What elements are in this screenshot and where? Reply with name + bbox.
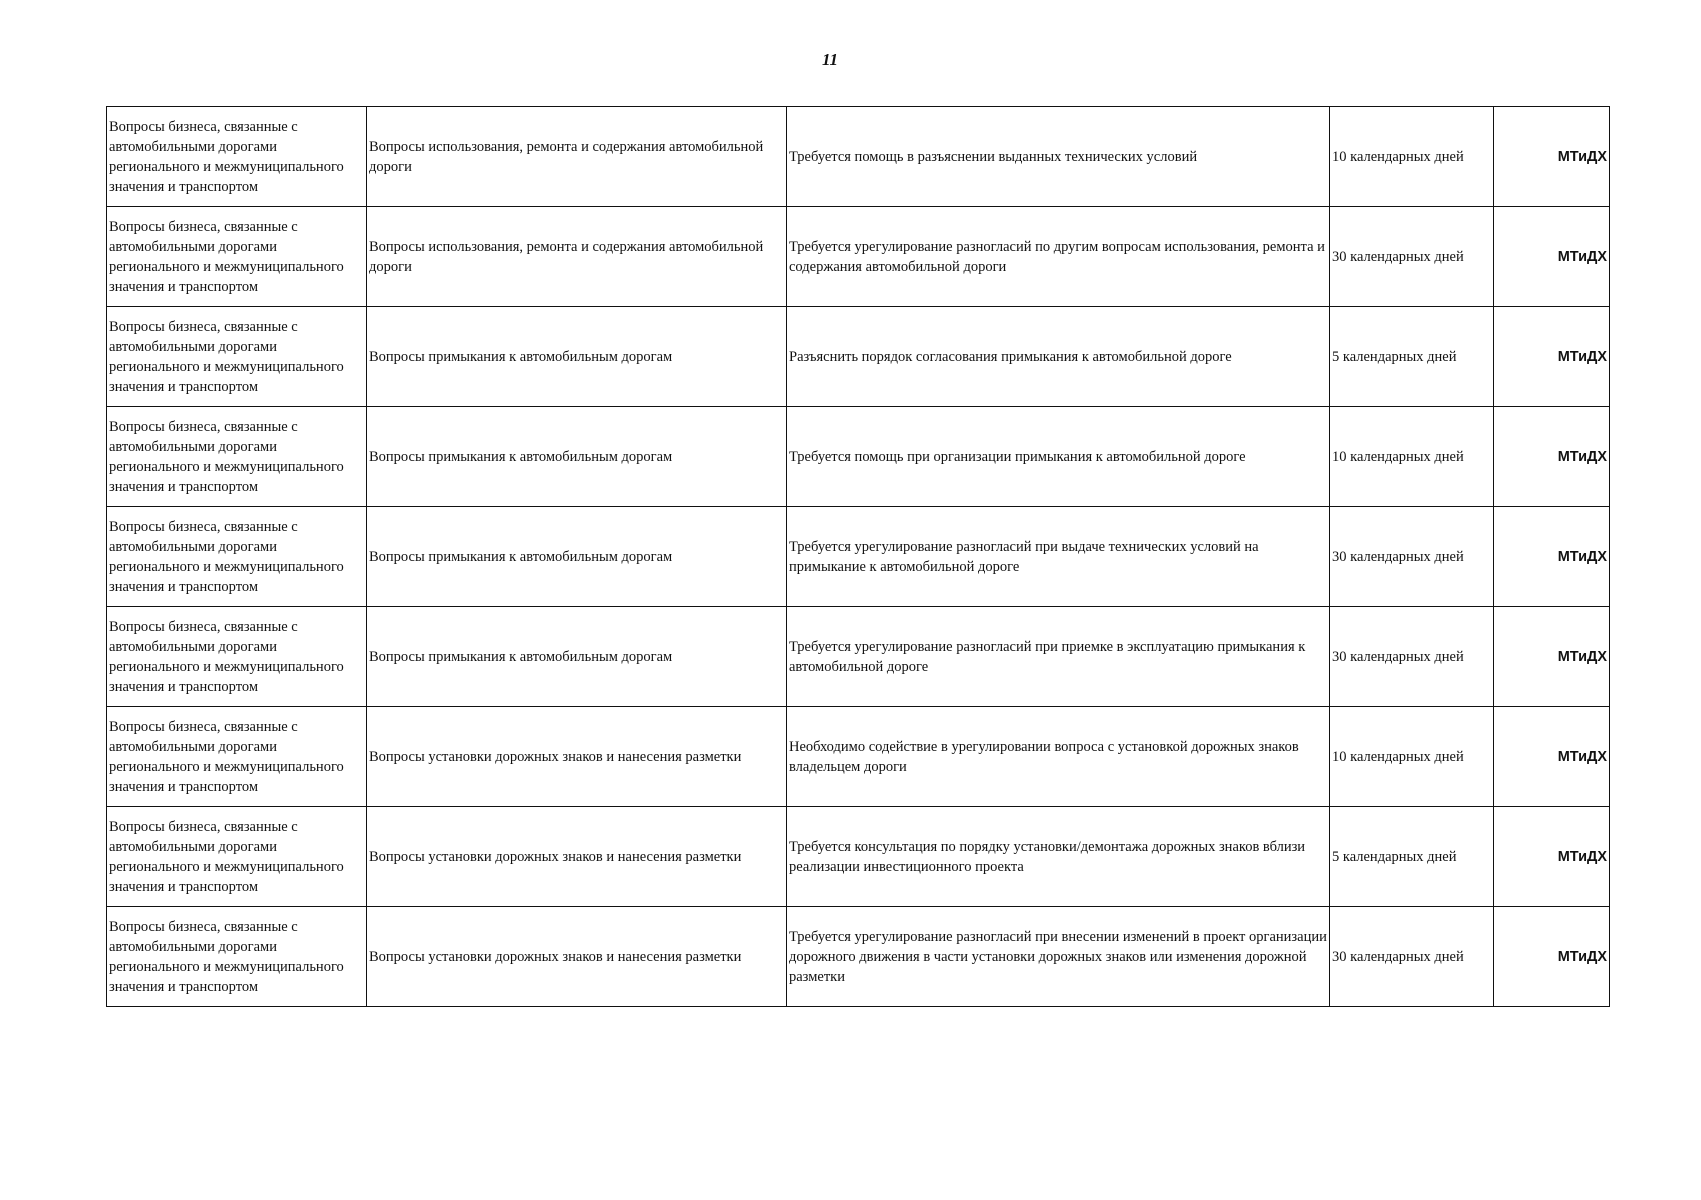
deadline-cell: 10 календарных дней [1330,107,1494,207]
request-cell: Разъяснить порядок согласования примыкания к автомобильной дороге [787,307,1330,407]
category-cell: Вопросы бизнеса, связанные с автомобильными дорогами регионального и межмуниципального значения и транспортом [107,607,367,707]
topic-cell: Вопросы использования, ремонта и содержания автомобильной дороги [367,207,787,307]
responsible-cell: МТиДХ [1494,607,1610,707]
responsible-cell: МТиДХ [1494,707,1610,807]
category-cell: Вопросы бизнеса, связанные с автомобильными дорогами регионального и межмуниципального значения и транспортом [107,907,367,1007]
topic-cell: Вопросы примыкания к автомобильным дорогам [367,407,787,507]
category-cell: Вопросы бизнеса, связанные с автомобильными дорогами регионального и межмуниципального значения и транспортом [107,207,367,307]
request-cell: Требуется консультация по порядку установки/демонтажа дорожных знаков вблизи реализации инвестиционного проекта [787,807,1330,907]
deadline-cell: 10 календарных дней [1330,707,1494,807]
category-cell: Вопросы бизнеса, связанные с автомобильными дорогами регионального и межмуниципального значения и транспортом [107,507,367,607]
category-cell: Вопросы бизнеса, связанные с автомобильными дорогами регионального и межмуниципального значения и транспортом [107,307,367,407]
table-row [107,107,1610,207]
deadline-cell: 30 календарных дней [1330,607,1494,707]
table-row [107,607,1610,707]
questions-table [106,106,1610,1007]
category-cell: Вопросы бизнеса, связанные с автомобильными дорогами регионального и межмуниципального значения и транспортом [107,107,367,207]
page-number: 11 [821,50,839,69]
topic-cell: Вопросы установки дорожных знаков и нанесения разметки [367,707,787,807]
request-cell: Требуется урегулирование разногласий при внесении изменений в проект организации дорожного движения в части установки дорожных знаков или изменения дорожной разметки [787,907,1330,1007]
request-cell: Требуется урегулирование разногласий при приемке в эксплуатацию примыкания к автомобильной дороге [787,607,1330,707]
deadline-cell: 5 календарных дней [1330,307,1494,407]
responsible-cell: МТиДХ [1494,507,1610,607]
request-cell: Необходимо содействие в урегулировании вопроса с установкой дорожных знаков владельцем дороги [787,707,1330,807]
responsible-cell: МТиДХ [1494,307,1610,407]
deadline-cell: 30 календарных дней [1330,207,1494,307]
responsible-cell: МТиДХ [1494,907,1610,1007]
responsible-cell: МТиДХ [1494,807,1610,907]
questions-table-body [107,107,1610,1007]
table-row [107,807,1610,907]
topic-cell: Вопросы установки дорожных знаков и нанесения разметки [367,907,787,1007]
deadline-cell: 30 календарных дней [1330,507,1494,607]
deadline-cell: 30 календарных дней [1330,907,1494,1007]
deadline-cell: 10 календарных дней [1330,407,1494,507]
responsible-cell: МТиДХ [1494,207,1610,307]
table-row [107,407,1610,507]
topic-cell: Вопросы примыкания к автомобильным дорогам [367,607,787,707]
table-row [107,207,1610,307]
request-cell: Требуется урегулирование разногласий по другим вопросам использования, ремонта и содержания автомобильной дороги [787,207,1330,307]
topic-cell: Вопросы примыкания к автомобильным дорогам [367,307,787,407]
request-cell: Требуется помощь при организации примыкания к автомобильной дороге [787,407,1330,507]
responsible-cell: МТиДХ [1494,107,1610,207]
category-cell: Вопросы бизнеса, связанные с автомобильными дорогами регионального и межмуниципального значения и транспортом [107,807,367,907]
table-row [107,507,1610,607]
responsible-cell: МТиДХ [1494,407,1610,507]
topic-cell: Вопросы примыкания к автомобильным дорогам [367,507,787,607]
table-row [107,907,1610,1007]
category-cell: Вопросы бизнеса, связанные с автомобильными дорогами регионального и межмуниципального значения и транспортом [107,407,367,507]
request-cell: Требуется помощь в разъяснении выданных технических условий [787,107,1330,207]
topic-cell: Вопросы использования, ремонта и содержания автомобильной дороги [367,107,787,207]
topic-cell: Вопросы установки дорожных знаков и нанесения разметки [367,807,787,907]
category-cell: Вопросы бизнеса, связанные с автомобильными дорогами регионального и межмуниципального значения и транспортом [107,707,367,807]
deadline-cell: 5 календарных дней [1330,807,1494,907]
table-row [107,307,1610,407]
table-row [107,707,1610,807]
request-cell: Требуется урегулирование разногласий при выдаче технических условий на примыкание к автомобильной дороге [787,507,1330,607]
